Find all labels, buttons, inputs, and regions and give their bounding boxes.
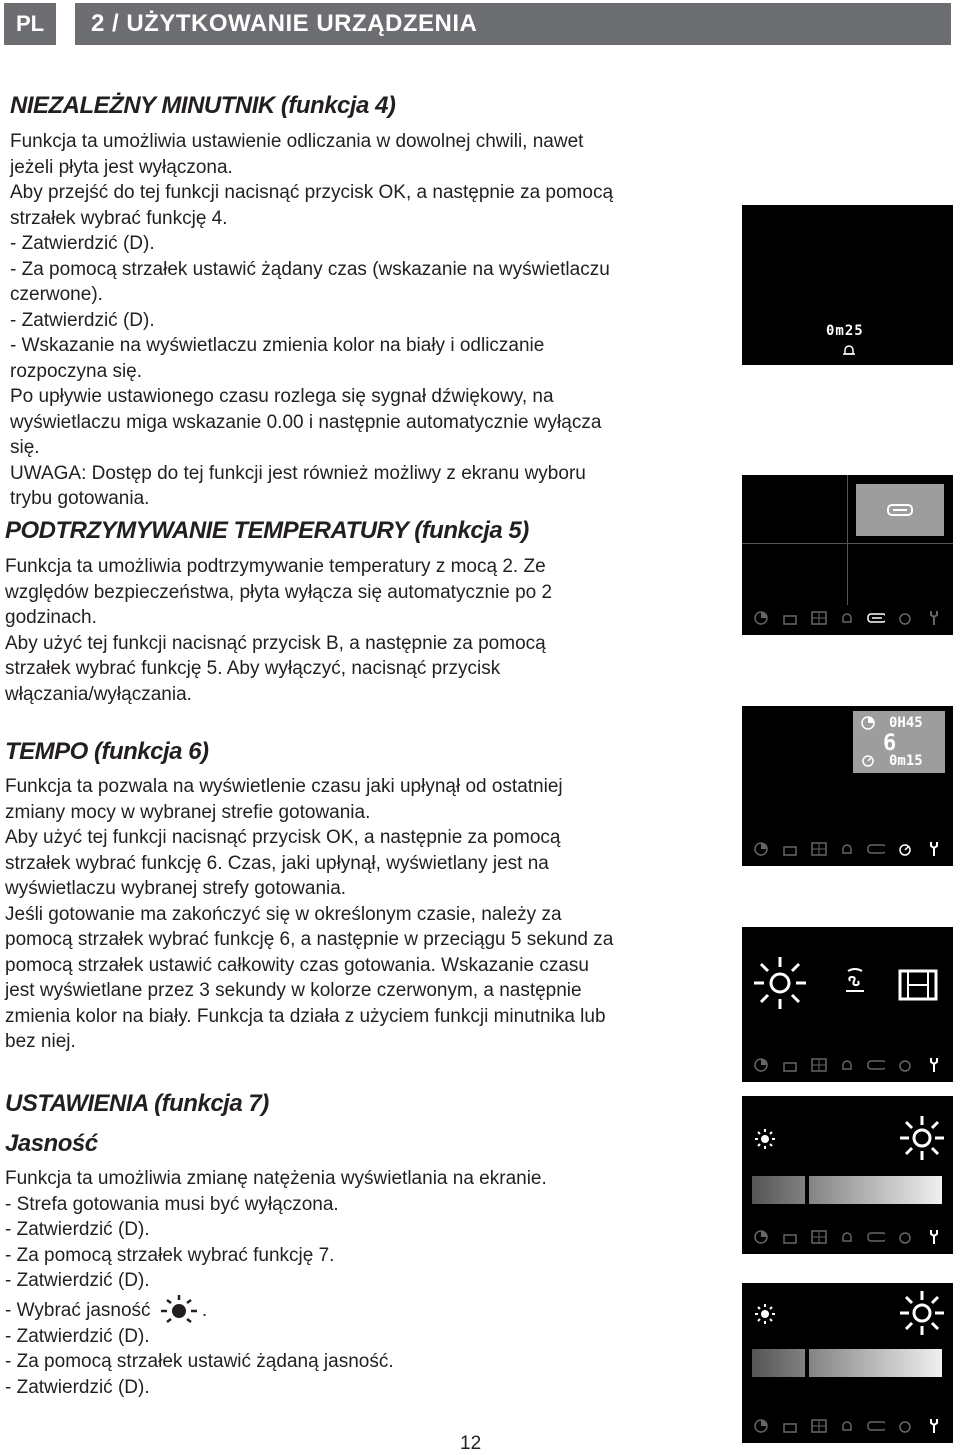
wrench-icon (925, 840, 943, 858)
chapter-title: 2 / UŻYTKOWANIE URZĄDZENIA (75, 3, 951, 45)
text-line: Funkcja ta umożliwia zmianę natężenia wyświetlania na ekranie. (5, 1168, 547, 1189)
brightness-slider-handle[interactable] (805, 1347, 809, 1379)
subsection-title-brightness: Jasność (5, 1130, 98, 1157)
text-line: strzałek wybrać funkcję 5. Aby wyłączyć, nacisnąć przycisk (5, 658, 501, 679)
text-line: - Za pomocą strzałek wybrać funkcję 7. (5, 1244, 335, 1266)
function-icon-bar (742, 1226, 953, 1248)
text-line: - Zatwierdzić (D). (5, 1219, 150, 1240)
chrono-icon (896, 609, 914, 627)
pot-icon (781, 1056, 799, 1074)
function-icon-bar (742, 838, 953, 860)
section-title-keep-warm: PODTRZYMYWANIE TEMPERATURY (funkcja 5) (5, 517, 529, 544)
brightness-high-icon (898, 1114, 946, 1162)
text-line: się. (10, 437, 40, 458)
function-icon-bar (742, 607, 953, 629)
display-keep-warm-panel (742, 475, 953, 635)
grid-icon (810, 1056, 828, 1074)
text-line: godzinach. (5, 607, 97, 628)
pot-icon (781, 840, 799, 858)
keep-warm-icon (867, 1228, 885, 1246)
timer-icon (752, 609, 770, 627)
text-line: Aby użyć tej funkcji nacisnąć przycisk B, a następnie za pomocą (5, 632, 546, 654)
pot-icon (781, 1417, 799, 1435)
language-badge: PL (4, 3, 56, 45)
text-line: zmienia kolor na biały. Funkcja ta działa z użyciem funkcji minutnika lub (5, 1005, 606, 1027)
text-line: jest wyświetlane przez 3 sekundy w kolorze czerwonym, a następnie (5, 980, 582, 1001)
total-time-readout: 0m15 (889, 753, 923, 769)
wrench-icon (925, 1228, 943, 1246)
keep-warm-icon (886, 502, 914, 518)
timer-icon (752, 1056, 770, 1074)
text-line: wyświetlaczu miga wskazanie 0.00 i następnie automatycznie wyłącza (10, 411, 602, 433)
chrono-icon (896, 1228, 914, 1246)
brightness-icon (752, 955, 808, 1011)
text-line: rozpoczyna się. (10, 360, 143, 382)
bell-icon (838, 1417, 856, 1435)
bell-icon (838, 609, 856, 627)
section-title-timer: NIEZALEŻNY MINUTNIK (funkcja 4) (10, 92, 396, 119)
text-line: zmiany mocy w wybranej strefie gotowania. (5, 801, 371, 823)
grid-icon (810, 609, 828, 627)
text-line: - Zatwierdzić (D). (5, 1270, 150, 1291)
brightness-icon (156, 1294, 202, 1324)
power-level-readout: 6 (883, 731, 897, 756)
text-line: - Zatwierdzić (D). (5, 1325, 150, 1347)
text-line: Jeśli gotowanie ma zakończyć się w określonym czasie, należy za (5, 903, 562, 925)
brightness-low-icon (754, 1303, 776, 1325)
text-line: pomocą strzałek ustawić całkowity czas gotowania. Wskazanie czasu (5, 954, 589, 976)
text-line: pomocą strzałek wybrać funkcję 6, a następnie w przeciągu 5 sekund za (5, 929, 614, 950)
chrono-icon (861, 753, 875, 767)
wrench-icon (925, 609, 943, 627)
brightness-slider-track[interactable] (752, 1176, 942, 1204)
chrono-icon (896, 1417, 914, 1435)
chrono-icon (896, 840, 914, 858)
text-line: UWAGA: Dostęp do tej funkcji jest również możliwy z ekranu wyboru (10, 462, 586, 484)
section-title-tempo: TEMPO (funkcja 6) (5, 738, 209, 765)
brightness-slider-handle[interactable] (805, 1174, 809, 1206)
text-line: Funkcja ta umożliwia ustawienie odliczania w dowolnej chwili, nawet (10, 131, 584, 152)
text-line: jeżeli płyta jest wyłączona. (10, 156, 233, 178)
text-line: - Za pomocą strzałek ustawić żądany czas (wskazanie na wyświetlaczu (10, 258, 610, 280)
chrono-icon (896, 1056, 914, 1074)
text-line: Funkcja ta umożliwia podtrzymywanie temperatury z mocą 2. Ze (5, 556, 546, 577)
keep-warm-icon (867, 840, 885, 858)
wrench-icon (925, 1056, 943, 1074)
text-line: - Zatwierdzić (D). (5, 1376, 150, 1398)
bell-icon (838, 840, 856, 858)
pot-icon (781, 609, 799, 627)
grid-icon (810, 1417, 828, 1435)
text-line: - Wskazanie na wyświetlaczu zmienia kolor na biały i odliczanie (10, 335, 545, 356)
function-icon-bar (742, 1054, 953, 1076)
text-line: Funkcja ta pozwala na wyświetlenie czasu jaki upłynął od ostatniej (5, 776, 563, 797)
text-line: bez niej. (5, 1031, 76, 1052)
text-line: strzałek wybrać funkcję 4. (10, 207, 228, 229)
display-settings-panel (742, 927, 953, 1082)
text-line: Aby użyć tej funkcji nacisnąć przycisk OK, a następnie za pomocą (5, 827, 561, 848)
timer-icon (752, 1228, 770, 1246)
section-text-tempo (5, 774, 715, 1055)
text-line: czerwone). (10, 284, 103, 305)
text-line (5, 1294, 715, 1324)
grid-icon (810, 840, 828, 858)
bell-icon (838, 1228, 856, 1246)
keep-warm-icon (867, 609, 885, 627)
wrench-icon (925, 1417, 943, 1435)
page-number: 12 (460, 1433, 482, 1454)
section-title-settings: USTAWIENIA (funkcja 7) (5, 1090, 269, 1117)
text-line: - Zatwierdzić (D). (10, 233, 155, 254)
keep-warm-icon (867, 1056, 885, 1074)
text-line: - Strefa gotowania musi być wyłączona. (5, 1193, 339, 1215)
brightness-high-icon (898, 1289, 946, 1337)
section-text-keep-warm (5, 554, 715, 707)
section-text-settings (5, 1166, 715, 1400)
text-line: włączania/wyłączania. (5, 683, 192, 705)
display-brightness-panel-adjusted (742, 1283, 953, 1443)
text-fragment: . (201, 1299, 208, 1321)
display-brightness-panel (742, 1096, 953, 1254)
text-line: względów bezpieczeństwa, płyta wyłącza się automatycznie po 2 (5, 581, 553, 603)
display-timer-panel (742, 205, 953, 365)
brightness-low-icon (754, 1128, 776, 1150)
keep-warm-icon (867, 1417, 885, 1435)
timer-icon (752, 840, 770, 858)
text-line: trybu gotowania. (10, 488, 150, 509)
text-line: strzałek wybrać funkcję 6. Czas, jaki upłynął, wyświetlany jest na (5, 852, 549, 874)
text-line: Aby przejść do tej funkcji nacisnąć przycisk OK, a następnie za pomocą (10, 182, 614, 203)
text-line: wyświetlaczu wybranej strefy gotowania. (5, 878, 347, 899)
zone-divider-vertical (847, 475, 848, 605)
tempo-zone-highlight (853, 711, 945, 773)
text-fragment: - Wybrać jasność (5, 1299, 151, 1321)
function-icon-bar (742, 1415, 953, 1437)
timer-icon (861, 716, 875, 730)
text-line: - Za pomocą strzałek ustawić żądaną jasność. (5, 1351, 394, 1372)
timer-readout: 0m25 (826, 323, 864, 339)
keep-warm-zone-highlight (856, 484, 944, 536)
display-tempo-panel (742, 706, 953, 866)
text-line: - Zatwierdzić (D). (10, 309, 155, 331)
pot-icon (781, 1228, 799, 1246)
bell-icon (838, 1056, 856, 1074)
elapsed-readout: 0H45 (889, 715, 923, 731)
zone-divider-horizontal (742, 543, 953, 544)
bell-icon (842, 343, 856, 357)
sound-icon (844, 965, 866, 997)
demo-mode-icon (898, 969, 938, 1001)
text-line: Po upływie ustawionego czasu rozlega się sygnał dźwiękowy, na (10, 386, 554, 407)
section-text-timer (10, 129, 715, 512)
brightness-slider-track[interactable] (752, 1349, 942, 1377)
timer-icon (752, 1417, 770, 1435)
grid-icon (810, 1228, 828, 1246)
